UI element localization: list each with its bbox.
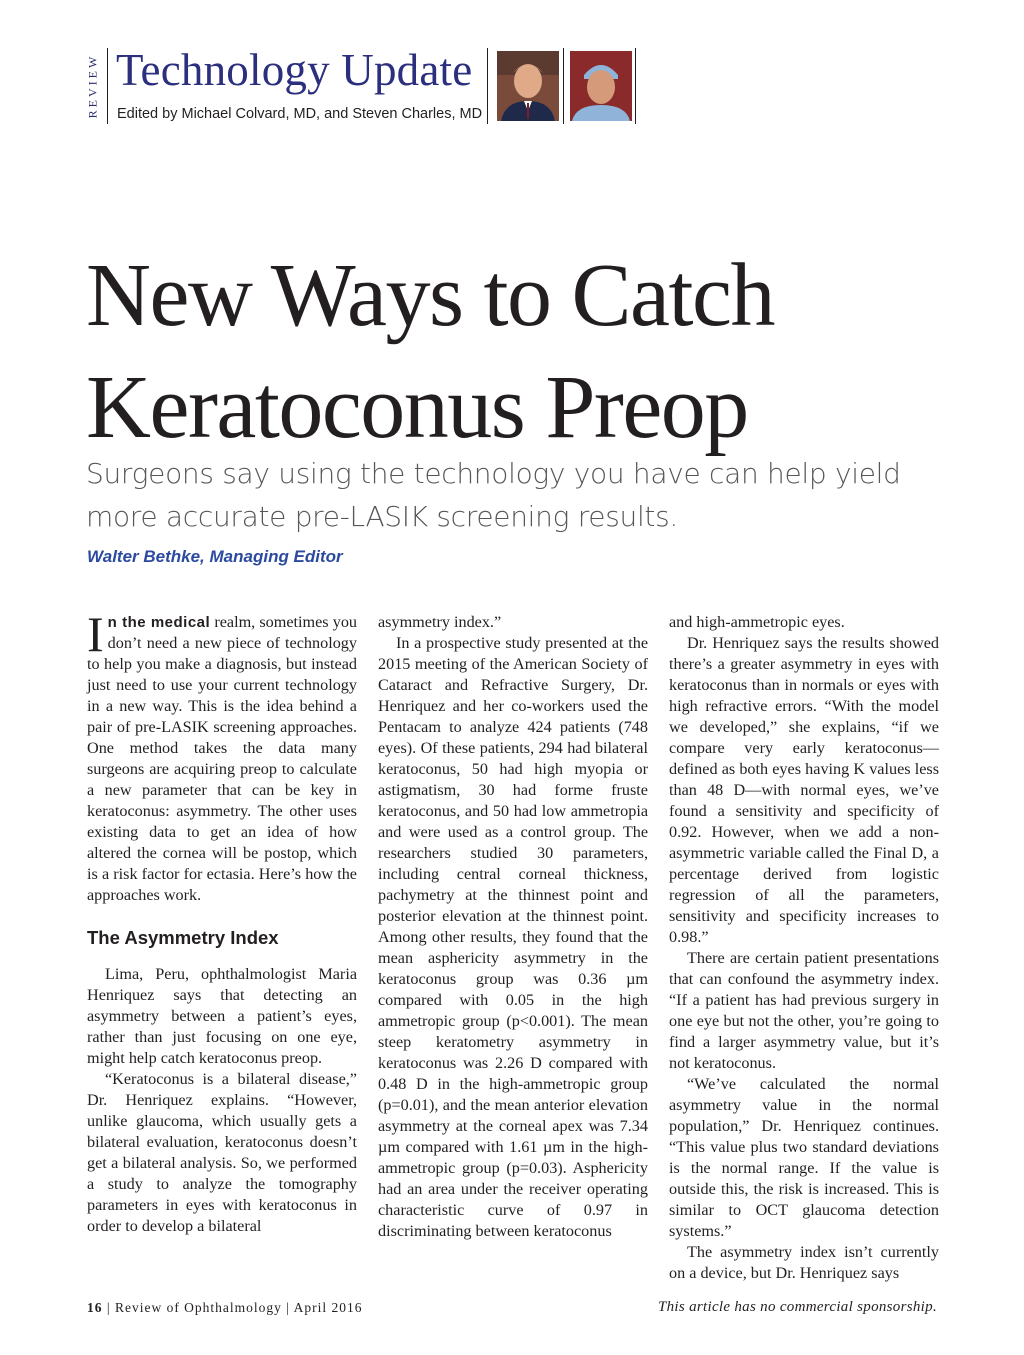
paragraph: “We’ve calculated the normal asymmetry value in the normal population,” Dr. Henriquez continues. “This value plus two standard deviations is the normal range. If the value is outside this, the risk is increased. This is similar to OCT glaucoma detection systems.” — [669, 1075, 939, 1240]
body-column-2 — [378, 612, 648, 1242]
lead-in: n the medical — [107, 614, 211, 631]
paragraph: asymmetry index.” — [378, 613, 502, 631]
review-vertical-label — [82, 50, 104, 122]
paragraph: In a prospective study presented at the 2015 meeting of the American Society of Cataract and Refractive Surgery, Dr. Henriquez and her co-workers used the Pentacam to analyze 424 patients (748 eyes). Of these patients, 294 had bilateral keratoconus, 50 had high myopia or astigmatism, 30 had forme fruste keratoconus, and 50 had low ammetropia and were used as a control group. The researchers studied 30 parameters, including central corneal thickness, pachymetry at the thinnest point and posterior elevation at the thinnest point. Among other results, they found that the mean asphericity asymmetry in the keratoconus group was 0.36 µm compared with 0.05 in the high ammetropic group (p<0.001). The mean steep keratometry asymmetry in keratoconus was 2.26 D compared with 0.48 D in the high-ammetropic group (p=0.01), and the mean anterior elevation asymmetry at the corneal apex was 7.34 µm compared with 1.61 µm in the high-ammetropic group (p=0.03). Asphericity had an area under the receiver operating characteristic curve of 0.97 in discriminating between keratoconus — [378, 634, 648, 1240]
article-deck: Surgeons say using the technology you have can help yield more accurate pre-LASIK screening results. — [86, 457, 901, 533]
portrait-image — [497, 51, 559, 121]
paragraph: “Keratoconus is a bilateral disease,” Dr. Henriquez explains. “However, unlike glaucoma, which usually gets a bilateral evaluation, keratoconus doesn’t get a bilateral analysis. So, we performed a study to analyze the tomography parameters in eyes with keratoconus in order to develop a bilateral — [87, 1070, 357, 1235]
drop-cap: I — [87, 606, 104, 662]
sponsorship-note: This article has no commercial sponsorship. — [657, 1299, 937, 1315]
paragraph: and high-ammetropic eyes. — [669, 613, 845, 631]
editor-photo-colvard — [497, 51, 559, 121]
headline-line-1: New Ways to Catch — [86, 246, 774, 345]
paragraph: Dr. Henriquez says the results showed there’s a greater asymmetry in eyes with keratoconus than in normals or eyes with high refractive errors. “With the model we developed,” she explains, “if we compare very early keratoconus—defined as both eyes having K values less than 48 D—with normal eyes, we’ve found a sensitivity and specificity of 0.92. However, when we add a non-asymmetric variable called the Final D, a percentage derived from logistic regression of all the parameters, sensitivity and specificity increases to 0.98.” — [669, 634, 939, 946]
byline: Walter Bethke, Managing Editor — [87, 547, 343, 566]
header-divider-photos — [563, 48, 564, 124]
paragraph-text: realm, sometimes you don’t need a new piece of technology to help you make a diagnosis, but instead just need to use your current technology in a new way. This is the idea behind a pair of pre-LASIK screening approaches. One method takes the data many surgeons are acquiring preop to calculate a new parameter that can be key in keratoconus: asymmetry. The other uses existing data to get an idea of how altered the cornea will be postop, which is a risk factor for ectasia. Here’s how the approaches work. — [87, 613, 358, 904]
paragraph — [87, 606, 358, 906]
paragraph: Lima, Peru, ophthalmologist Maria Henriquez says that detecting an asymmetry between a patient’s eyes, rather than just focusing on one eye, might help catch keratoconus preop. — [87, 965, 357, 1067]
review-label-text: REVIEW — [85, 53, 100, 119]
section-subhead: The Asymmetry Index — [87, 927, 279, 948]
page-folio — [87, 1300, 363, 1316]
publication-line: | Review of Ophthalmology | April 2016 — [106, 1300, 363, 1315]
paragraph: The asymmetry index isn’t currently on a device, but Dr. Henriquez says — [669, 1243, 939, 1282]
department-title: Technology Update — [116, 45, 473, 95]
body-column-1 — [87, 606, 358, 1237]
article-headline — [86, 240, 774, 464]
editor-photo-charles — [570, 51, 632, 121]
portrait-image — [570, 51, 632, 121]
header-divider-mid — [487, 48, 488, 124]
page-number: 16 — [87, 1300, 103, 1315]
body-column-3 — [669, 612, 939, 1284]
headline-line-2: Keratoconus Preop — [86, 358, 748, 457]
editors-credit: Edited by Michael Colvard, MD, and Steven Charles, MD — [117, 106, 483, 122]
paragraph: There are certain patient presentations that can confound the asymmetry index. “If a patient has had previous surgery in one eye but not the other, you’re going to find a larger asymmetry value, but it’s not keratoconus. — [669, 949, 939, 1072]
header-divider-right — [635, 48, 636, 124]
header-divider-left — [107, 48, 108, 124]
